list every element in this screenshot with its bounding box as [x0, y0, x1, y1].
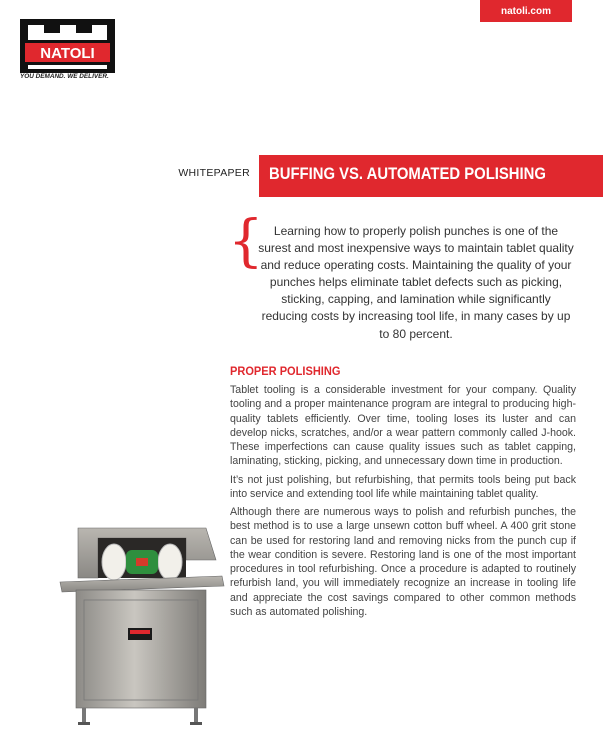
- page-title: BUFFING VS. AUTOMATED POLISHING: [269, 165, 546, 183]
- polishing-machine-image: [56, 520, 226, 730]
- brace-decoration: {: [228, 209, 264, 274]
- body-paragraph: Although there are numerous ways to polish and refurbish punches, the best method is to use a large unsewn cotton buff wheel. A 400 grit stone can be used for restoring land and removing nicks from the punch cup if the wear condition is severe. Restoring land is one of the most important procedures in tool refurbishing. Once a procedure is adapted to routinely refurbish land, you will immediately recognize an increase in tooling life and appreciate the cost savings compared to other common methods such as automated polishing.: [230, 506, 576, 619]
- logo-wordmark: NATOLI: [40, 45, 95, 62]
- section-heading: PROPER POLISHING: [230, 364, 341, 378]
- website-link[interactable]: natoli.com: [480, 0, 572, 22]
- intro-paragraph: Learning how to properly polish punches is one of the surest and most inexpensive ways to maintain tablet quality and reduce operating costs. Maintaining the quality of your punches helps eliminate tablet defects such as picking, sticking, capping, and lamination while significantly reducing costs by increasing tool life, in many cases by up to 80 percent.: [258, 224, 574, 341]
- doc-type-label: WHITEPAPER: [178, 167, 250, 179]
- body-paragraph: It’s not just polishing, but refurbishing, that permits tools being put back into service and extending tool life while maintaining tablet quality.: [230, 474, 576, 501]
- body-paragraph: Tablet tooling is a considerable investment for your company. Quality tooling and a proper maintenance program are integral to producing high-quality tablets efficiently. Over time, tooling loses its luster and can develop nicks, scratches, and/or a wear pattern commonly called J-hook. These imperfections can cause quality issues such as tablet capping, laminating, sticking, picking, and unnecessary down time in production.: [230, 384, 576, 468]
- tagline: YOU DEMAND. WE DELIVER.: [20, 73, 109, 80]
